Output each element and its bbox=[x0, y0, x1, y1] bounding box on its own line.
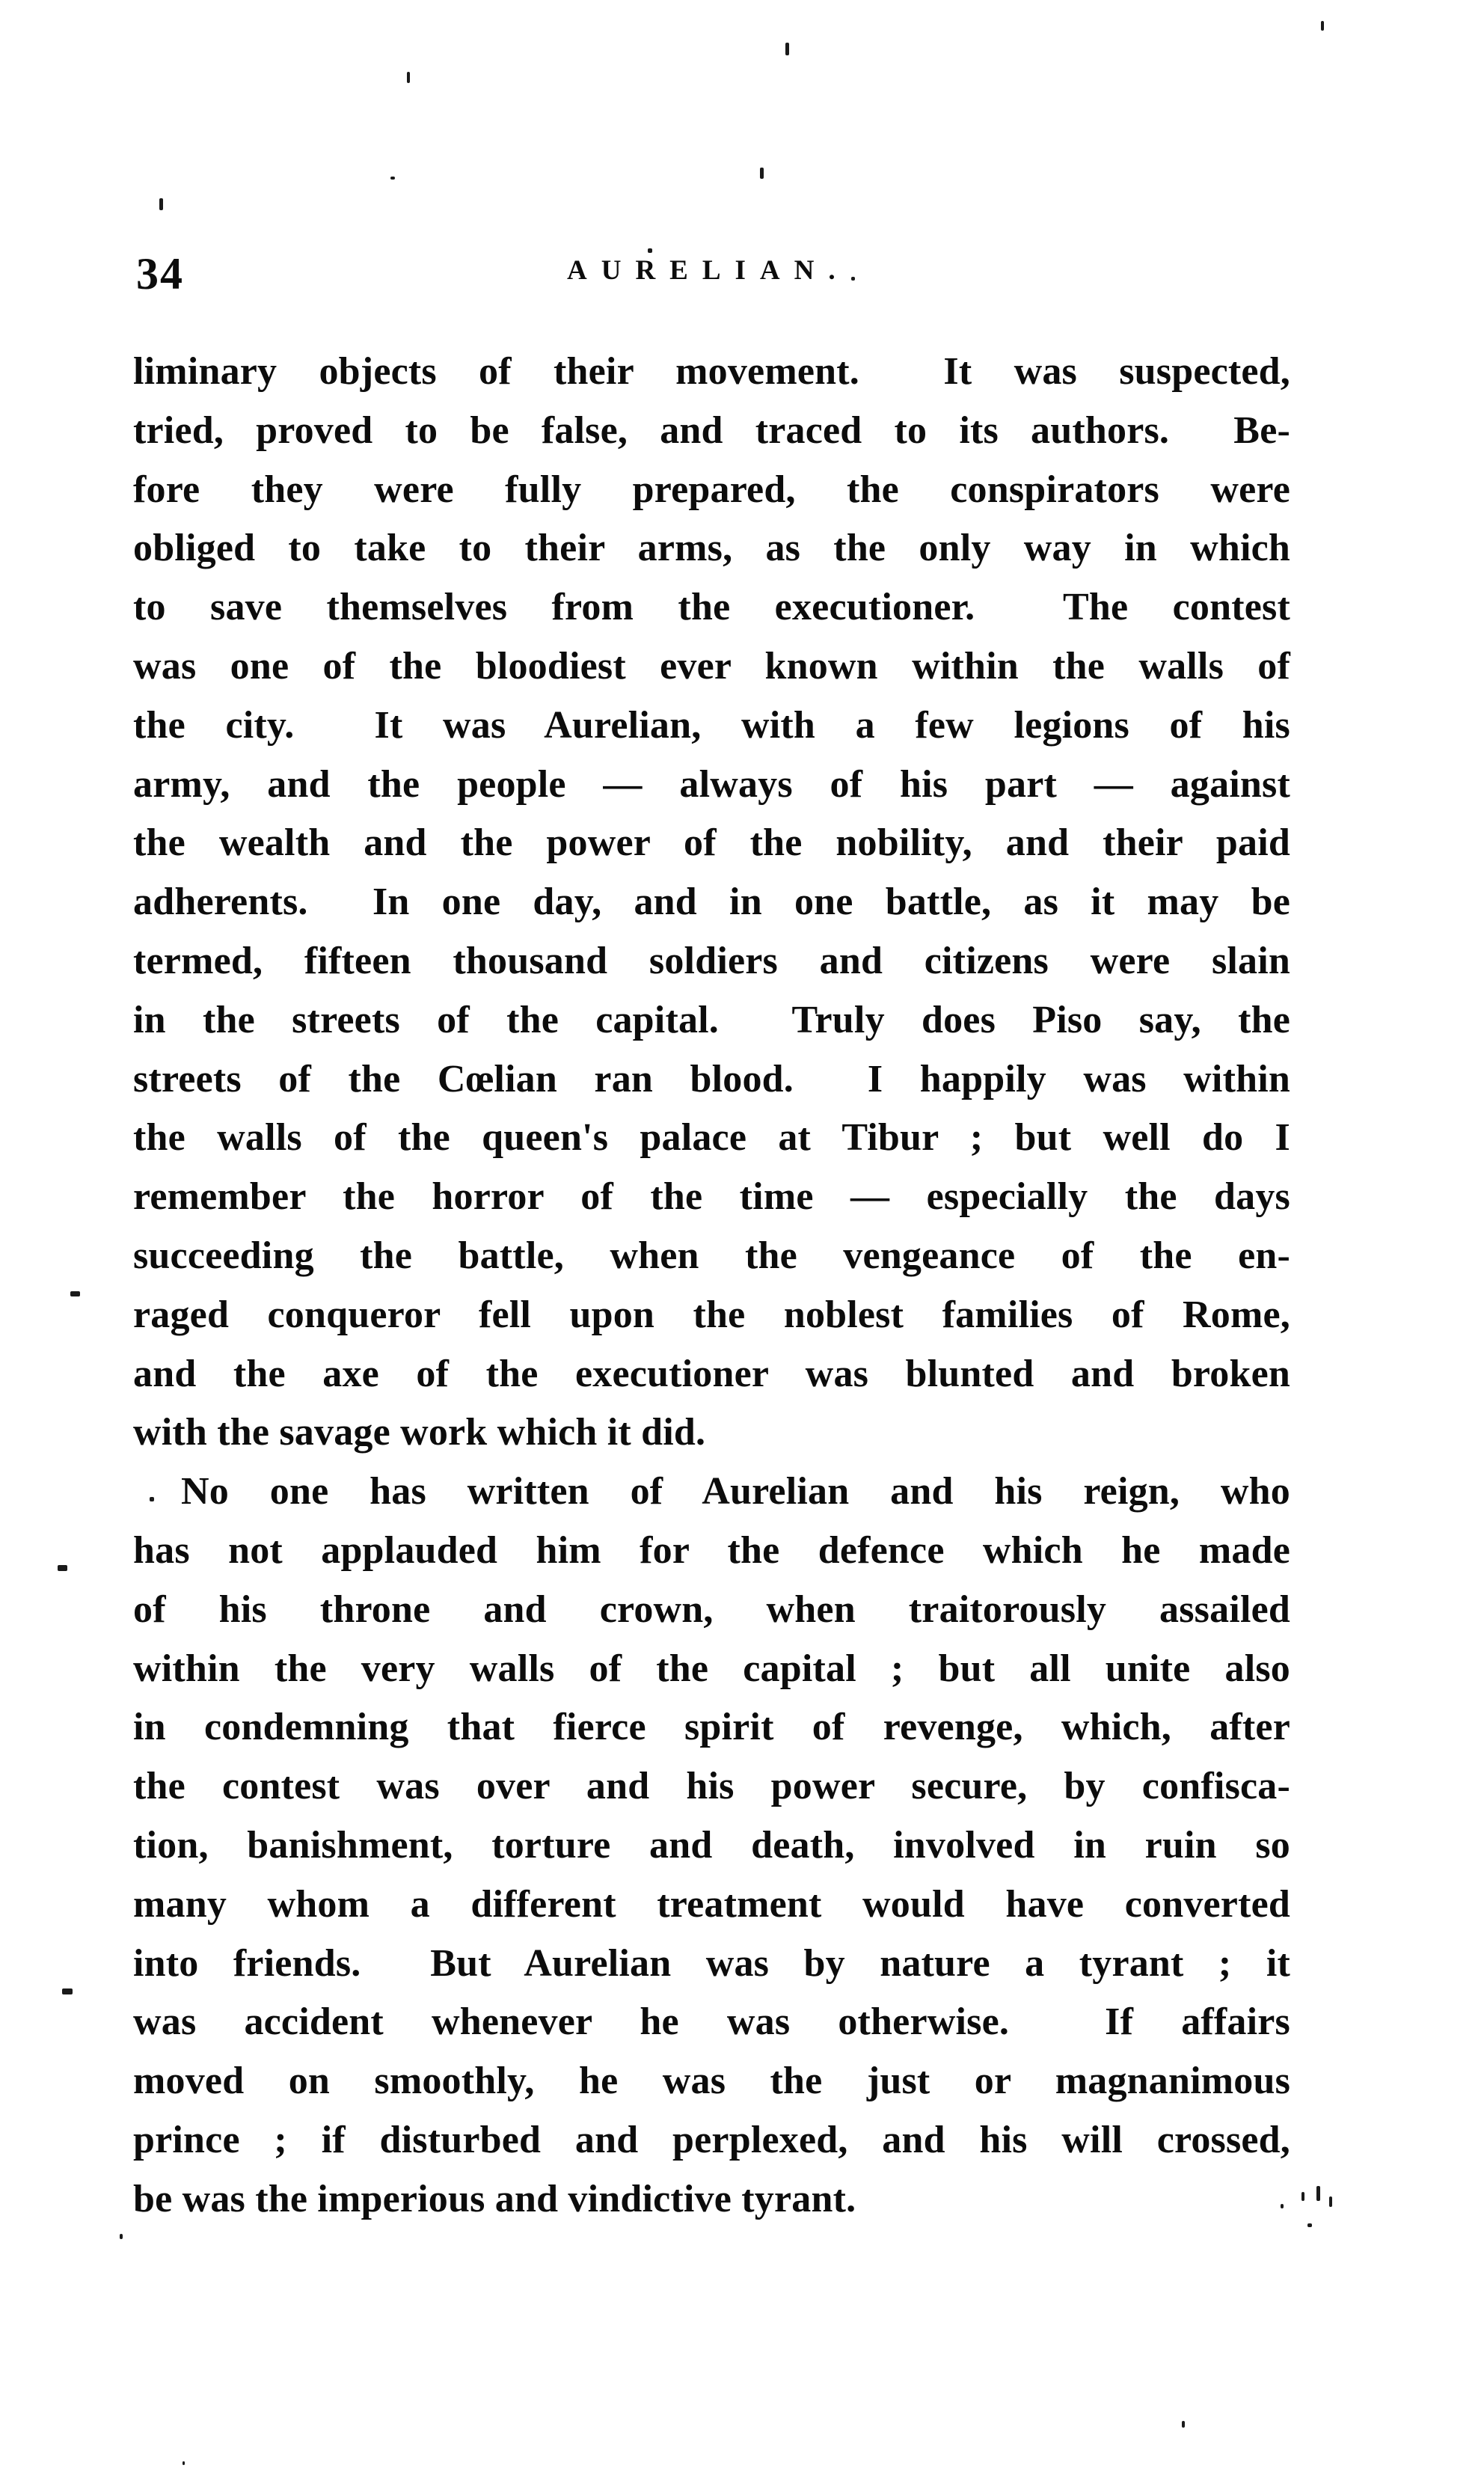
ink-speck bbox=[1316, 2186, 1320, 2201]
page-number: 34 bbox=[136, 249, 184, 298]
text-line: fore they were fully prepared, the conspirators were bbox=[133, 468, 1290, 511]
body-text bbox=[133, 343, 1290, 2229]
text-line: within the very walls of the capital ; but all unite also bbox=[133, 1647, 1290, 1690]
ink-speck bbox=[62, 1988, 73, 1994]
text-line: in condemning that fierce spirit of revenge, which, after bbox=[133, 1706, 1290, 1749]
text-line: raged conqueror fell upon the noblest families of Rome, bbox=[133, 1293, 1290, 1336]
ink-speck bbox=[851, 277, 855, 281]
ink-speck bbox=[1329, 2196, 1332, 2207]
ink-speck bbox=[58, 1565, 67, 1571]
text-line: in the streets of the capital. Truly does Piso say, the bbox=[133, 998, 1290, 1041]
text-line: the wealth and the power of the nobility, and their paid bbox=[133, 821, 1290, 865]
ink-speck bbox=[1307, 2223, 1312, 2227]
text-line: into friends. But Aurelian was by nature a tyrant ; it bbox=[133, 1941, 1290, 1985]
running-title: AURELIAN. bbox=[567, 255, 850, 286]
text-line: succeeding the battle, when the vengeance of the en- bbox=[133, 1234, 1290, 1277]
text-line-paragraph-end: be was the imperious and vindictive tyrant. bbox=[133, 2177, 856, 2220]
text-line: the contest was over and his power secure, by confisca- bbox=[133, 1765, 1290, 1808]
ink-speck bbox=[70, 1291, 80, 1296]
text-line: streets of the Cœlian ran blood. I happily was within bbox=[133, 1057, 1290, 1100]
ink-speck bbox=[1182, 2421, 1185, 2428]
text-line: many whom a different treatment would have converted bbox=[133, 1882, 1290, 1926]
text-line: and the axe of the executioner was blunted and broken bbox=[133, 1352, 1290, 1395]
ink-speck bbox=[1321, 21, 1324, 31]
ink-speck bbox=[159, 198, 163, 210]
ink-speck bbox=[1301, 2192, 1304, 2201]
text-line: prince ; if disturbed and perplexed, and his will crossed, bbox=[133, 2118, 1290, 2161]
ink-speck bbox=[760, 168, 764, 179]
text-line: has not applauded him for the defence which he made bbox=[133, 1528, 1290, 1572]
text-line-paragraph-start: No one has written of Aurelian and his reign, who bbox=[181, 1470, 1290, 1513]
text-line: to save themselves from the executioner. The contest bbox=[133, 586, 1290, 629]
text-line: adherents. In one day, and in one battle, as it may be bbox=[133, 881, 1290, 924]
text-line: moved on smoothly, he was the just or magnanimous bbox=[133, 2060, 1290, 2103]
text-line: army, and the people — always of his part — against bbox=[133, 762, 1290, 806]
ink-speck bbox=[648, 248, 652, 253]
text-line: remember the horror of the time — especially the days bbox=[133, 1175, 1290, 1219]
ink-speck bbox=[785, 43, 789, 55]
text-line: was accident whenever he was otherwise. If affairs bbox=[133, 2000, 1290, 2044]
ink-speck bbox=[390, 177, 395, 180]
text-line: tried, proved to be false, and traced to its authors. Be- bbox=[133, 408, 1290, 452]
text-line: was one of the bloodiest ever known within the walls of bbox=[133, 644, 1290, 688]
text-line: of his throne and crown, when traitorously assailed bbox=[133, 1587, 1290, 1631]
text-line-paragraph-end: with the savage work which it did. bbox=[133, 1411, 706, 1454]
ink-speck bbox=[120, 2234, 123, 2239]
ink-speck bbox=[407, 72, 410, 83]
text-line: tion, banishment, torture and death, involved in ruin so bbox=[133, 1823, 1290, 1867]
text-line: obliged to take to their arms, as the only way in which bbox=[133, 527, 1290, 570]
ink-speck bbox=[183, 2461, 185, 2465]
text-line: termed, fifteen thousand soldiers and citizens were slain bbox=[133, 939, 1290, 982]
text-line: the city. It was Aurelian, with a few legions of his bbox=[133, 703, 1290, 747]
text-line: liminary objects of their movement. It was suspected, bbox=[133, 350, 1290, 393]
ink-speck bbox=[150, 1497, 154, 1501]
text-line: the walls of the queen's palace at Tibur ; but well do I bbox=[133, 1116, 1290, 1160]
ink-speck bbox=[1281, 2204, 1284, 2208]
